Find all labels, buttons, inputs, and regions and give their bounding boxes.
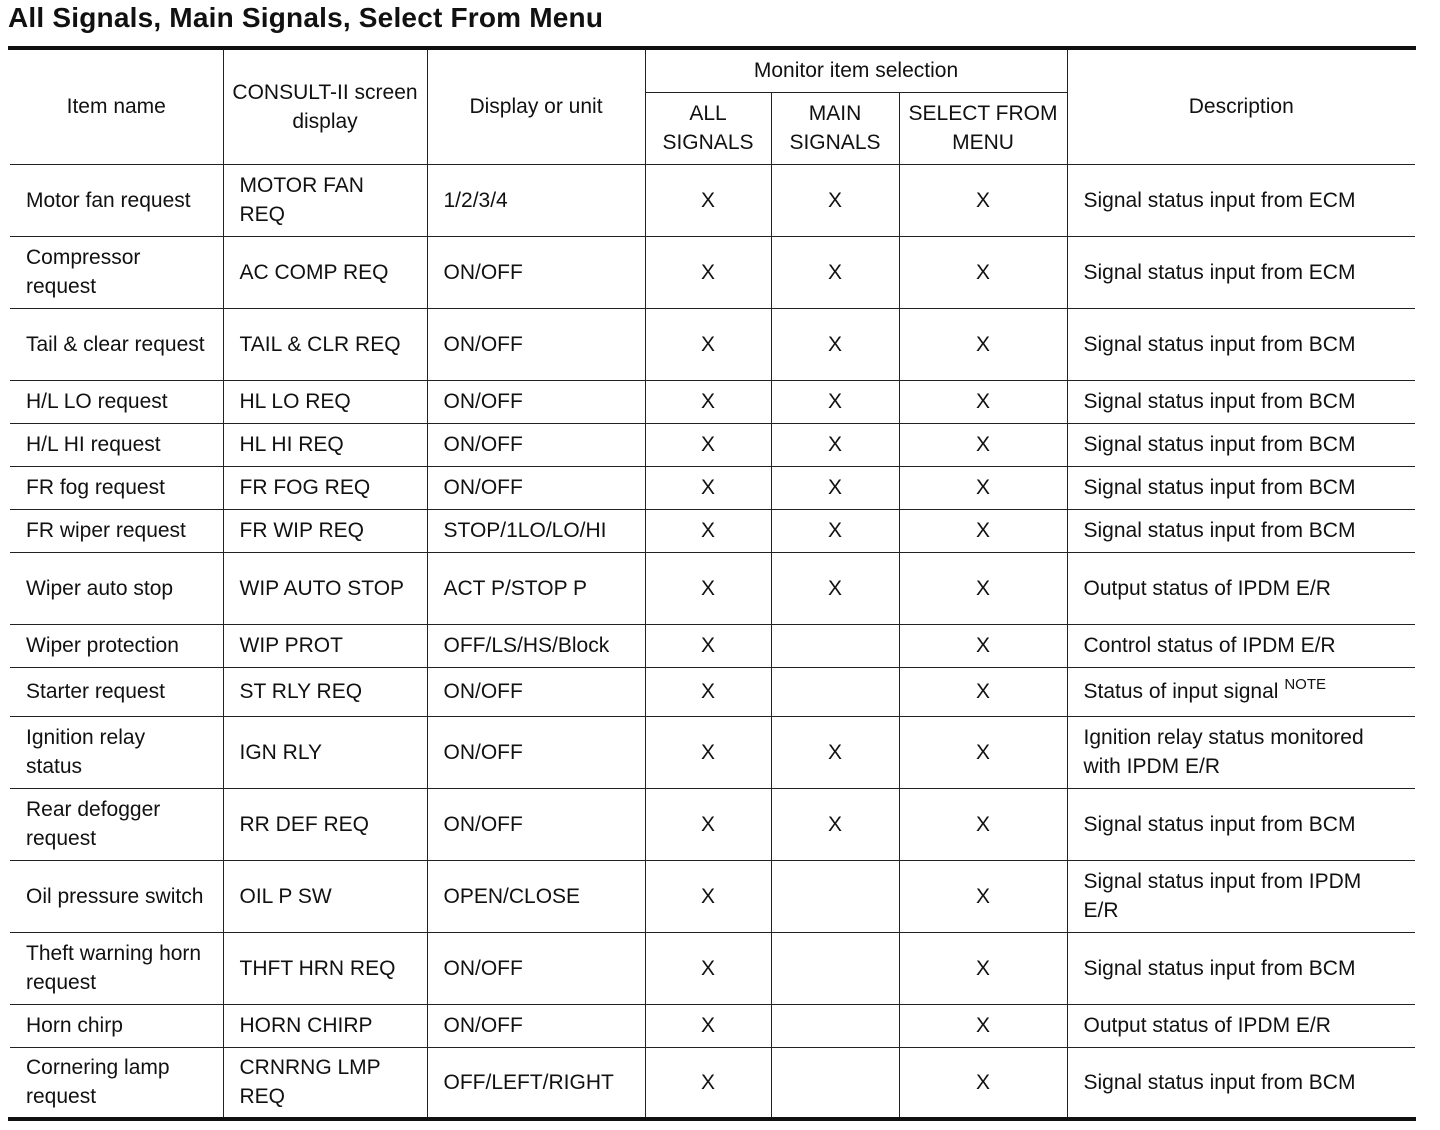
cell-desc: Output status of IPDM E/R	[1067, 552, 1415, 624]
cell-select: X	[899, 552, 1067, 624]
cell-all: X	[645, 236, 771, 308]
cell-item: FR wiper request	[10, 509, 223, 552]
cell-desc: Signal status input from BCM	[1067, 932, 1415, 1004]
cell-unit: OPEN/CLOSE	[427, 860, 645, 932]
header-display-unit: Display or unit	[427, 50, 645, 164]
cell-all: X	[645, 932, 771, 1004]
cell-item: Ignition relay status	[10, 716, 223, 788]
cell-item: Wiper protection	[10, 624, 223, 667]
cell-desc: Signal status input from BCM	[1067, 1047, 1415, 1117]
cell-desc	[1067, 667, 1415, 716]
bottom-rule	[8, 1117, 1416, 1121]
cell-display: OIL P SW	[223, 860, 427, 932]
cell-all: X	[645, 423, 771, 466]
cell-select: X	[899, 509, 1067, 552]
cell-select: X	[899, 667, 1067, 716]
cell-item: Motor fan request	[10, 164, 223, 236]
cell-select: X	[899, 236, 1067, 308]
table-row	[10, 509, 1415, 552]
cell-item: Cornering lamp request	[10, 1047, 223, 1117]
cell-display: THFT HRN REQ	[223, 932, 427, 1004]
cell-desc: Signal status input from ECM	[1067, 164, 1415, 236]
cell-item: Starter request	[10, 667, 223, 716]
cell-unit: ON/OFF	[427, 788, 645, 860]
header-all-signals: ALL SIGNALS	[645, 92, 771, 164]
header-monitor-selection: Monitor item selection	[645, 50, 1067, 92]
cell-unit: OFF/LEFT/RIGHT	[427, 1047, 645, 1117]
cell-main: X	[771, 788, 899, 860]
table-row	[10, 466, 1415, 509]
cell-item: H/L HI request	[10, 423, 223, 466]
cell-select: X	[899, 423, 1067, 466]
cell-select: X	[899, 308, 1067, 380]
cell-desc: Signal status input from IPDM E/R	[1067, 860, 1415, 932]
cell-main: X	[771, 308, 899, 380]
cell-main: X	[771, 716, 899, 788]
cell-unit: OFF/LS/HS/Block	[427, 624, 645, 667]
cell-all: X	[645, 716, 771, 788]
cell-all: X	[645, 860, 771, 932]
table-row	[10, 624, 1415, 667]
cell-unit: STOP/1LO/LO/HI	[427, 509, 645, 552]
table-row	[10, 932, 1415, 1004]
cell-all: X	[645, 788, 771, 860]
cell-main: X	[771, 552, 899, 624]
cell-display: WIP AUTO STOP	[223, 552, 427, 624]
cell-unit: ON/OFF	[427, 667, 645, 716]
cell-all: X	[645, 466, 771, 509]
cell-main: X	[771, 509, 899, 552]
table-row	[10, 788, 1415, 860]
cell-select: X	[899, 1047, 1067, 1117]
cell-select: X	[899, 164, 1067, 236]
cell-desc: Control status of IPDM E/R	[1067, 624, 1415, 667]
cell-desc: Output status of IPDM E/R	[1067, 1004, 1415, 1047]
cell-desc: Signal status input from BCM	[1067, 466, 1415, 509]
cell-display: MOTOR FAN REQ	[223, 164, 427, 236]
cell-unit: ON/OFF	[427, 236, 645, 308]
cell-item: FR fog request	[10, 466, 223, 509]
table-row	[10, 1004, 1415, 1047]
cell-select: X	[899, 788, 1067, 860]
table-row	[10, 716, 1415, 788]
cell-main	[771, 667, 899, 716]
cell-item: Oil pressure switch	[10, 860, 223, 932]
cell-unit: ON/OFF	[427, 380, 645, 423]
cell-item: Tail & clear request	[10, 308, 223, 380]
cell-select: X	[899, 860, 1067, 932]
cell-all: X	[645, 308, 771, 380]
cell-display: HL LO REQ	[223, 380, 427, 423]
cell-unit: ON/OFF	[427, 308, 645, 380]
table-row	[10, 860, 1415, 932]
header-consult-display: CONSULT-II screen display	[223, 50, 427, 164]
table-row	[10, 423, 1415, 466]
cell-display: FR WIP REQ	[223, 509, 427, 552]
cell-item: Theft warning horn request	[10, 932, 223, 1004]
cell-display: IGN RLY	[223, 716, 427, 788]
cell-select: X	[899, 466, 1067, 509]
cell-display: CRNRNG LMP REQ	[223, 1047, 427, 1117]
cell-select: X	[899, 932, 1067, 1004]
cell-display: FR FOG REQ	[223, 466, 427, 509]
cell-main	[771, 860, 899, 932]
cell-all: X	[645, 667, 771, 716]
header-main-signals: MAIN SIGNALS	[771, 92, 899, 164]
header-description: Description	[1067, 50, 1415, 164]
cell-select: X	[899, 624, 1067, 667]
cell-desc: Signal status input from BCM	[1067, 509, 1415, 552]
cell-main	[771, 624, 899, 667]
cell-unit: ON/OFF	[427, 932, 645, 1004]
page-title: All Signals, Main Signals, Select From Menu	[8, 2, 604, 33]
cell-all: X	[645, 380, 771, 423]
table-row	[10, 1047, 1415, 1117]
cell-select: X	[899, 380, 1067, 423]
cell-unit: 1/2/3/4	[427, 164, 645, 236]
cell-main: X	[771, 466, 899, 509]
cell-unit: ON/OFF	[427, 423, 645, 466]
cell-unit: ON/OFF	[427, 716, 645, 788]
cell-unit: ON/OFF	[427, 466, 645, 509]
cell-main	[771, 1047, 899, 1117]
cell-desc: Signal status input from BCM	[1067, 788, 1415, 860]
cell-display: WIP PROT	[223, 624, 427, 667]
cell-all: X	[645, 624, 771, 667]
header-select-from-menu: SELECT FROM MENU	[899, 92, 1067, 164]
cell-display: AC COMP REQ	[223, 236, 427, 308]
cell-main	[771, 1004, 899, 1047]
cell-select: X	[899, 716, 1067, 788]
cell-item: Horn chirp	[10, 1004, 223, 1047]
header-item-name: Item name	[10, 50, 223, 164]
cell-all: X	[645, 1004, 771, 1047]
cell-main: X	[771, 236, 899, 308]
desc-text: Status of input signal	[1083, 680, 1279, 703]
cell-all: X	[645, 1047, 771, 1117]
cell-all: X	[645, 164, 771, 236]
cell-desc: Signal status input from ECM	[1067, 236, 1415, 308]
cell-desc: Signal status input from BCM	[1067, 308, 1415, 380]
cell-unit: ON/OFF	[427, 1004, 645, 1047]
table-row	[10, 667, 1415, 716]
cell-item: Compressor request	[10, 236, 223, 308]
cell-item: Wiper auto stop	[10, 552, 223, 624]
table-row	[10, 552, 1415, 624]
cell-display: RR DEF REQ	[223, 788, 427, 860]
cell-display: ST RLY REQ	[223, 667, 427, 716]
signals-table	[10, 50, 1415, 1117]
cell-display: HL HI REQ	[223, 423, 427, 466]
table-row	[10, 308, 1415, 380]
cell-select: X	[899, 1004, 1067, 1047]
table-row	[10, 164, 1415, 236]
cell-desc: Ignition relay status monitored with IPDM E/R	[1067, 716, 1415, 788]
cell-main: X	[771, 380, 899, 423]
cell-main: X	[771, 423, 899, 466]
cell-item: H/L LO request	[10, 380, 223, 423]
note-superscript: NOTE	[1284, 676, 1326, 693]
cell-main: X	[771, 164, 899, 236]
cell-display: TAIL & CLR REQ	[223, 308, 427, 380]
cell-desc: Signal status input from BCM	[1067, 380, 1415, 423]
cell-display: HORN CHIRP	[223, 1004, 427, 1047]
table-row	[10, 380, 1415, 423]
cell-unit: ACT P/STOP P	[427, 552, 645, 624]
cell-main	[771, 932, 899, 1004]
cell-desc: Signal status input from BCM	[1067, 423, 1415, 466]
cell-item: Rear defogger request	[10, 788, 223, 860]
cell-all: X	[645, 552, 771, 624]
cell-all: X	[645, 509, 771, 552]
table-row	[10, 236, 1415, 308]
